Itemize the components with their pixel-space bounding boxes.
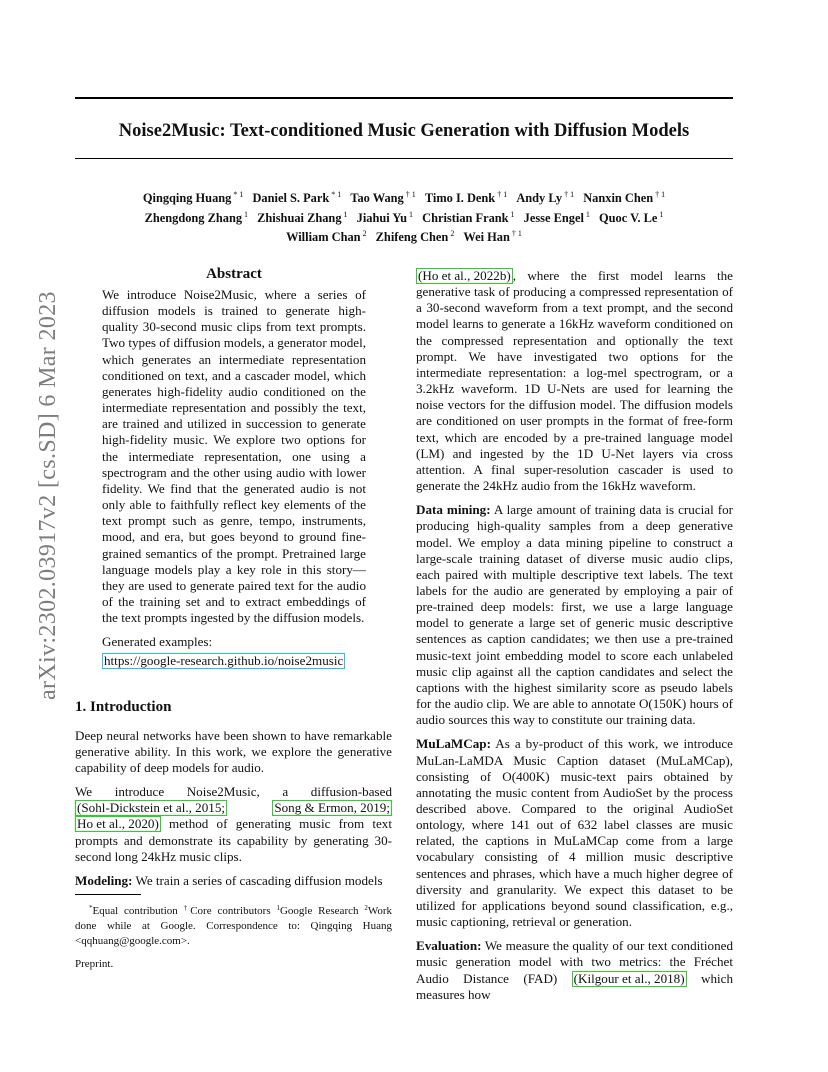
author: William Chan $^2$ [286,229,367,244]
preprint-note: Preprint. [75,958,114,970]
author: Christian Frank $^1$ [422,209,515,225]
title-bottom-rule [75,158,733,159]
right-column [416,268,733,1003]
author-line [75,226,733,246]
intro-paragraph: Modeling: We train a series of cascading diffusion models [75,872,383,888]
citation-link[interactable]: (Ho et al., 2022b) [418,268,511,283]
author: Wei Han $^{\dagger 1}$ [463,229,522,244]
author: Timo I. Denk $^{\dagger 1}$ [424,190,508,205]
introduction-heading: 1. Introduction [75,698,172,715]
footnote-rule [75,894,141,895]
author: Quoc V. Le $^1$ [599,209,664,225]
author: Andy Ly $^{\dagger 1}$ [516,190,575,205]
author: Zhengdong Zhang $^1$ [144,209,249,225]
author: Jesse Engel $^1$ [523,209,590,225]
paper-title: Noise2Music: Text-conditioned Music Generation with Diffusion Models [118,121,690,141]
author: Zhishuai Zhang $^1$ [257,209,348,225]
body-paragraph: Evaluation: We measure the quality of our text conditioned music generation model with two metrics: the Fréchet Audio Distance (FAD) (Kilgour et al., 2018) which measures how [416,938,733,1002]
paragraph-label: Modeling: [75,872,133,888]
author-line [75,207,733,227]
arxiv-identifier: arXiv:2302.03917v2 [cs.SD] 6 Mar 2023 [35,291,61,700]
footnote: *Equal contribution †Core contributors $^1$Google Research $^2$Work done while at Google. Correspondence to: Qingqing Huang <qqhuang@google.com>. [75,904,393,948]
author: Jiahui Yu $^1$ [356,209,414,225]
paragraph-label: Data mining: [416,502,491,518]
author: Tao Wang $^{\dagger 1}$ [350,190,416,205]
left-column [75,264,392,889]
intro-paragraph: Deep neural networks have been shown to have remarkable generative ability. In this work, we explore the generative capability of deep models for audio. [75,727,392,775]
body-paragraph: (Ho et al., 2022b) , where the first model learns the generative task of producing a compressed representation of a 30-second waveform from a text prompt, and the second model learns to generate a 16kHz waveform conditioned on the compressed representation and optionally the text prompt. We have investigated two options for the intermediate representation: a log-mel spectrogram, or a 3.2kHz waveform. 1D U-Nets are used for learning the noise vectors for the diffusion model. The diffusion models are conditioned on user prompts in the format of free-form text, which are encoded by a pre-trained language model (LM) and ingested by the 1D U-Net layers via cross attention. A final super-resolution cascader is used to generate the 24kHz audio from the 16kHz waveform. [416,268,733,494]
body-paragraph: MuLaMCap: As a by-product of this work, we introduce MuLan-LaMDA Music Caption dataset (MuLaMCap), consisting of O(400K) music-text pairs obtained by annotating the music content from AudioSet by the process described above. Compared to the original AudioSet ontology, where 141 out of 632 label classes are music related, the captions in MuLaMCap come from a large vocabulary consisting of 4 million music descriptive sentences and phrases, which have a much higher degree of diversity and granularity. We expect this dataset to be utilized for applications beyond sound classification, e.g., music captioning, retrieval or generation. [416,736,733,930]
examples-link-line [102,653,366,669]
paragraph-label: MuLaMCap: [416,736,491,752]
abstract-heading: Abstract [206,266,262,282]
abstract-text: We introduce Noise2Music, where a series of diffusion models is trained to generate high-quality 30-second music clips from text prompts. Two types of diffusion models, a generator model, which generates an intermediate representation conditioned on text, and a cascader model, which generates high-fidelity audio conditioned on the intermediate representation and possibly the text, are trained and utilized in succession to generate high-fidelity music. We explore two options for the intermediate representation, one using a spectrogram and the other using audio with lower fidelity. We find that the generated audio is not only able to faithfully reflect key elements of the text prompt such as genre, tempo, instruments, mood, and era, but goes beyond to ground fine-grained semantics of the prompt. Pretrained large language models play a key role in this story—they are used to generate paired text for the audio of the training set and to extract embeddings of the text prompts ingested by the diffusion models. [102,287,366,626]
author: Daniel S. Park $^{* 1}$ [252,190,342,205]
abstract-section [102,264,366,670]
author: Nanxin Chen $^{\dagger 1}$ [583,190,666,205]
intro-paragraph: We introduce Noise2Music, a diffusion-based (Sohl-Dickstein et al., 2015; Song & Ermon, 2019; Ho et al., 2020) method of generating music from text prompts and demonstrate its capability by generating 30-second long 24kHz music clips. [75,784,392,864]
citation-link[interactable]: (Kilgour et al., 2018) [573,970,685,986]
citation-link[interactable]: Ho et al., 2020) [77,816,159,832]
author-list [75,187,733,246]
citation-link[interactable]: (Sohl-Dickstein et al., 2015; [77,800,226,816]
author-line [75,187,733,207]
paragraph-label: Evaluation: [416,938,482,954]
top-rule [75,97,733,99]
body-paragraph: Data mining: A large amount of training data is crucial for producing high-quality samples from a deep generative model. We employ a data mining pipeline to construct a large-scale training dataset of diverse music audio clips, each paired with multiple descriptive text labels. The text labels for the audio are generated by employing a pair of pre-trained deep models: first, we use a large language model to generate a large set of generic music descriptive sentences as caption candidates; we then use a pre-trained music-text joint embedding model to score each unlabeled music clip against all the caption candidates and select the captions with the highest similarity score as pseudo labels for the audio clip. We are able to annotate O(150K) hours of audio sources this way to constitute our training data. [416,502,733,728]
examples-link[interactable]: https://google-research.github.io/noise2music [104,653,344,669]
citation-link[interactable]: Song & Ermon, 2019; [274,800,390,816]
generated-examples-label: Generated examples: [102,634,213,650]
author: Zhifeng Chen $^2$ [375,229,455,244]
author: Qingqing Huang $^{* 1}$ [142,190,244,205]
